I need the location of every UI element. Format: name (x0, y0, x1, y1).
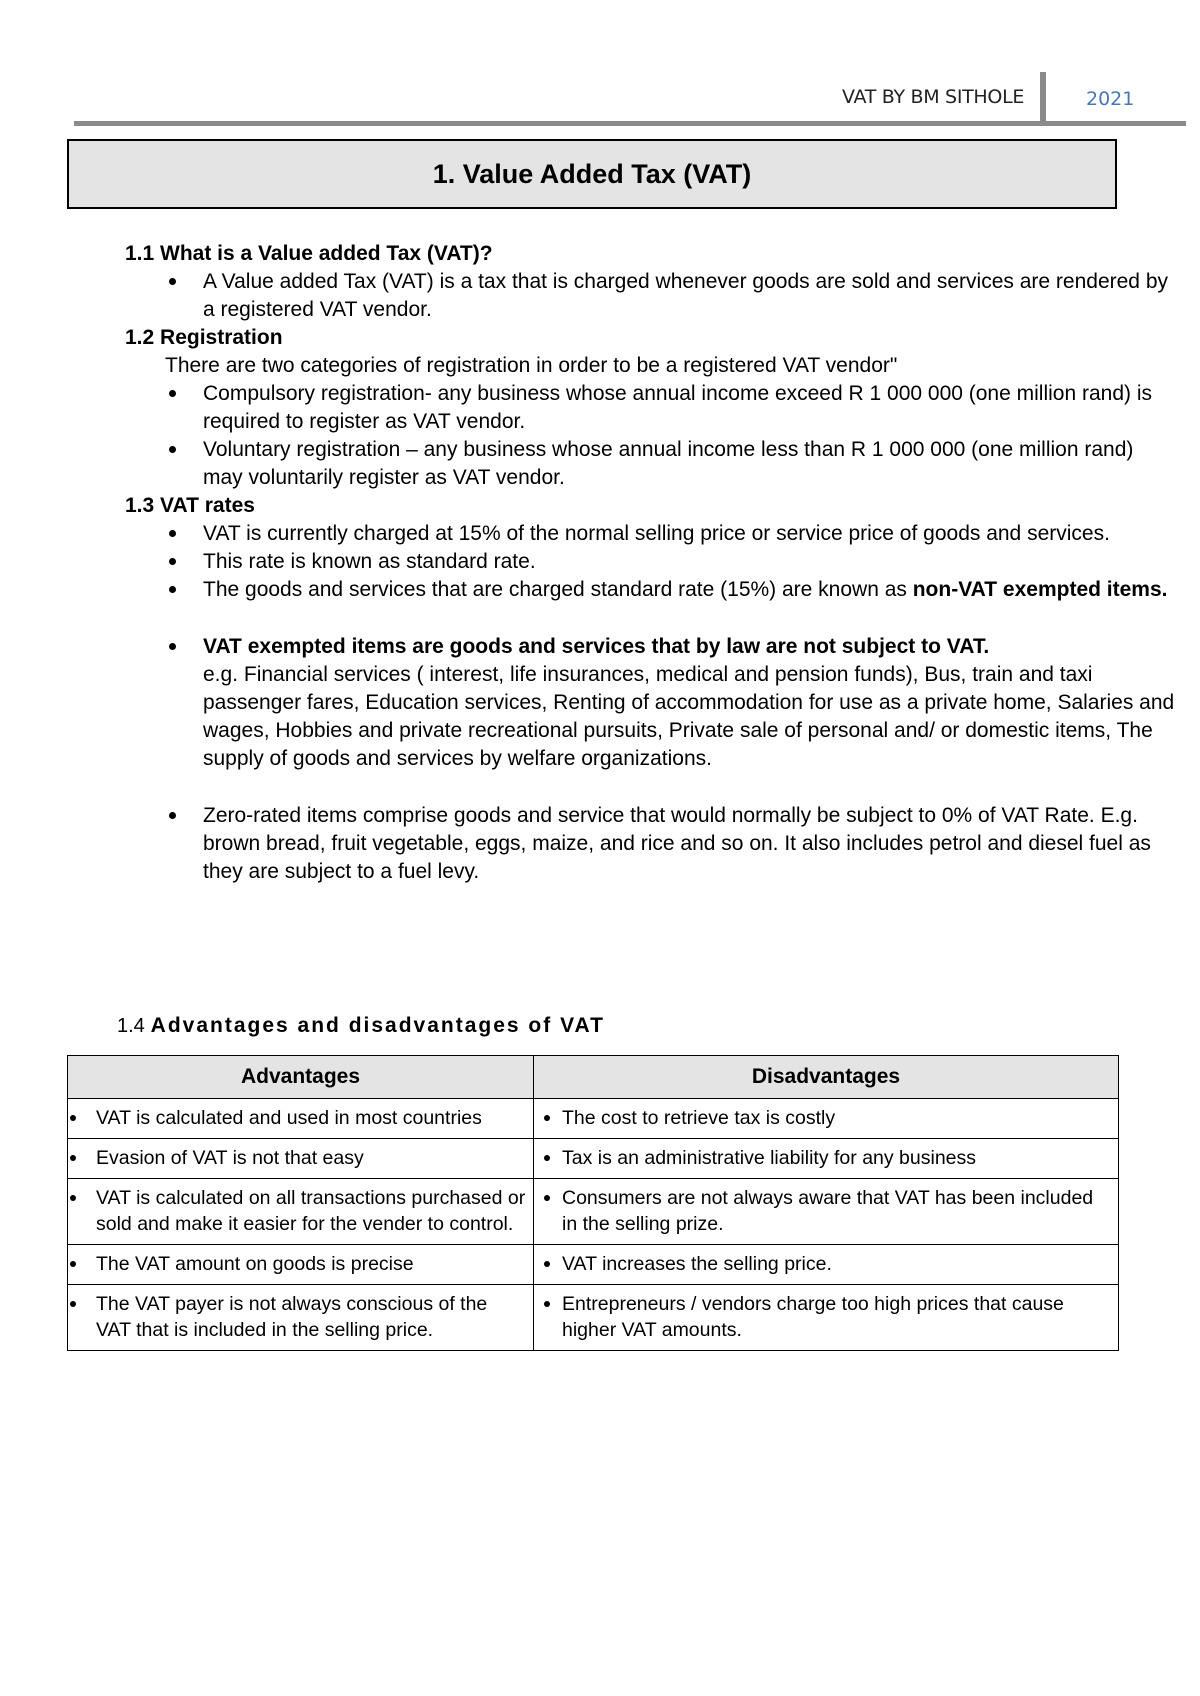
section-heading-1-2: 1.2 Registration (125, 326, 283, 349)
section-1-3-list (125, 520, 1175, 604)
list-item-bold: non-VAT exempted items. (912, 578, 1168, 601)
list-item: Compulsory registration- any business whose annual income exceed R 1 000 000 (one million rand) is required to register as VAT vendor. (203, 380, 1175, 436)
advantages-table (67, 1055, 1119, 1351)
list-item: This rate is known as standard rate. (203, 548, 1175, 576)
exempted-items-list (125, 633, 1175, 773)
header-separator (1040, 72, 1046, 122)
table-row (68, 1245, 1119, 1285)
zero-rated-list (125, 802, 1175, 886)
section-heading-1-3: 1.3 VAT rates (125, 494, 255, 517)
disadvantage-cell: Entrepreneurs / vendors charge too high prices that cause higher VAT amounts. (534, 1285, 1119, 1351)
disadvantage-cell: The cost to retrieve tax is costly (534, 1099, 1119, 1139)
column-header-advantages: Advantages (68, 1056, 534, 1099)
advantage-cell: The VAT payer is not always conscious of the VAT that is included in the selling price. (68, 1285, 534, 1351)
advantage-cell: VAT is calculated on all transactions purchased or sold and make it easier for the vender to control. (68, 1179, 534, 1245)
header-author: VAT BY BM SITHOLE (842, 86, 1025, 108)
advantage-cell: The VAT amount on goods is precise (68, 1245, 534, 1285)
column-header-disadvantages: Disadvantages (534, 1056, 1119, 1099)
list-item-text: The goods and services that are charged standard rate (15%) are known as (203, 578, 913, 601)
section-heading-1-1: 1.1 What is a Value added Tax (VAT)? (125, 242, 493, 265)
table-row (68, 1179, 1119, 1245)
list-item: Zero-rated items comprise goods and service that would normally be subject to 0% of VAT Rate. E.g. brown bread, fruit vegetable, eggs, maize, and rice and so on. It also includes petrol and diesel fuel as they are subject to a fuel levy. (203, 802, 1175, 886)
registration-intro: There are two categories of registration in order to be a registered VAT vendor" (165, 354, 898, 377)
list-item (203, 633, 1175, 773)
advantage-cell: VAT is calculated and used in most countries (68, 1099, 534, 1139)
list-item: Voluntary registration – any business whose annual income less than R 1 000 000 (one million rand) may voluntarily register as VAT vendor. (203, 436, 1175, 492)
table-row (68, 1139, 1119, 1179)
table-header-row (68, 1056, 1119, 1099)
disadvantage-cell: Consumers are not always aware that VAT has been included in the selling prize. (534, 1179, 1119, 1245)
section-heading-1-4 (117, 1014, 605, 1038)
disadvantage-cell: VAT increases the selling price. (534, 1245, 1119, 1285)
list-item-text: e.g. Financial services ( interest, life insurances, medical and pension funds), Bus, train and taxi passenger fares, Education services, Renting of accommodation for use as a private home, Salaries and wages, Hobbies and private recreational pursuits, Private sale of personal and/ or domestic items, The supply of goods and services by welfare organizations. (203, 663, 1175, 770)
list-item (203, 576, 1175, 604)
list-item: VAT is currently charged at 15% of the normal selling price or service price of goods and services. (203, 520, 1175, 548)
list-item-bold: VAT exempted items are goods and services that by law are not subject to VAT. (203, 635, 990, 658)
page-title: 1. Value Added Tax (VAT) (67, 139, 1117, 209)
disadvantage-cell: Tax is an administrative liability for any business (534, 1139, 1119, 1179)
section-title: Advantages and disadvantages of VAT (150, 1014, 605, 1037)
header-year: 2021 (1086, 88, 1135, 110)
section-1-1-list (125, 268, 1175, 324)
header-rule (74, 121, 1186, 126)
advantage-cell: Evasion of VAT is not that easy (68, 1139, 534, 1179)
document-body (125, 240, 1175, 886)
section-number: 1.4 (117, 1015, 145, 1037)
list-item: A Value added Tax (VAT) is a tax that is charged whenever goods are sold and services are rendered by a registered VAT vendor. (203, 268, 1175, 324)
section-1-2-list (125, 380, 1175, 492)
table-row (68, 1285, 1119, 1351)
table-row (68, 1099, 1119, 1139)
